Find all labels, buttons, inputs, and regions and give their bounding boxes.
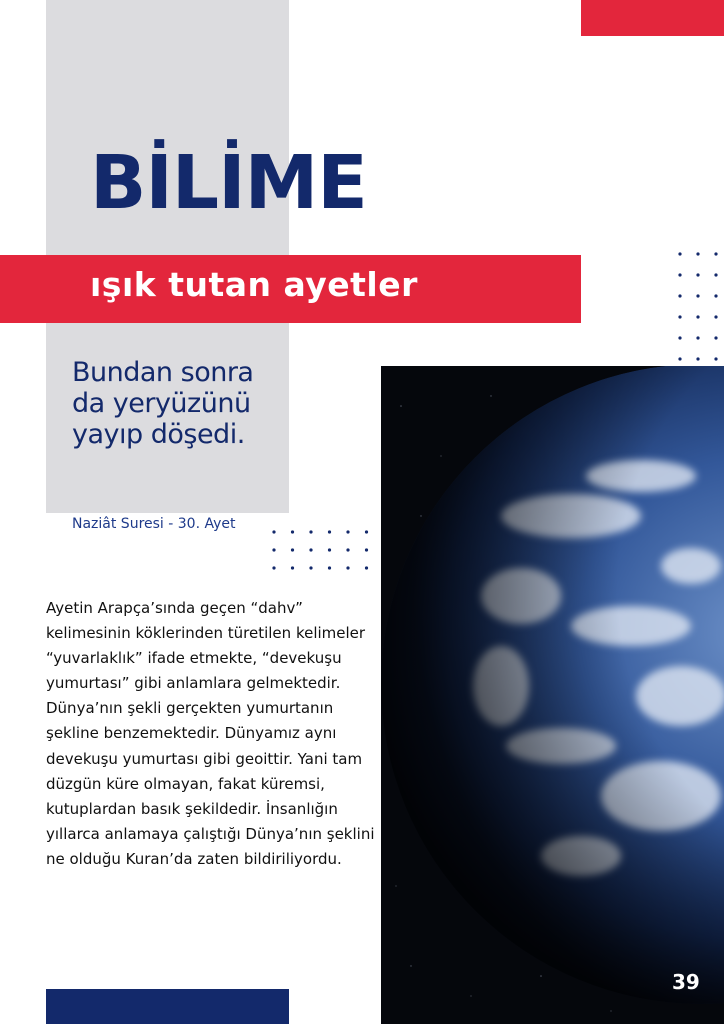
decoration-dot — [696, 357, 699, 360]
decoration-dot — [696, 336, 699, 339]
top-red-accent-bar — [581, 0, 724, 36]
page-title: BİLİME — [90, 140, 367, 226]
decoration-dot — [678, 336, 681, 339]
decoration-dot — [309, 530, 312, 533]
decoration-dot — [696, 273, 699, 276]
page-subtitle: ışık tutan ayetler — [90, 265, 418, 304]
decoration-dot — [714, 357, 717, 360]
decoration-dot — [678, 294, 681, 297]
decoration-dot — [328, 548, 331, 551]
decoration-dot — [714, 294, 717, 297]
decoration-dot — [714, 252, 717, 255]
bottom-blue-accent-bar — [46, 989, 289, 1024]
verse-quote: Bundan sonra da yeryüzünü yayıp döşedi. — [72, 357, 254, 450]
decoration-dot — [346, 566, 349, 569]
decoration-dot — [678, 273, 681, 276]
decoration-dot — [678, 252, 681, 255]
decoration-dot — [678, 357, 681, 360]
decoration-dot — [696, 315, 699, 318]
decoration-dot — [365, 548, 368, 551]
decoration-dot — [696, 252, 699, 255]
decoration-dot — [272, 566, 275, 569]
decoration-dot — [309, 566, 312, 569]
decoration-dot — [714, 273, 717, 276]
decoration-dot — [714, 336, 717, 339]
page-number: 39 — [672, 970, 700, 994]
decoration-dot — [272, 530, 275, 533]
decoration-dot — [346, 530, 349, 533]
decoration-dot — [346, 548, 349, 551]
decoration-dot — [365, 566, 368, 569]
decoration-dot — [696, 294, 699, 297]
decoration-dot — [365, 530, 368, 533]
earth-image — [381, 366, 724, 1024]
decoration-dot — [328, 566, 331, 569]
decoration-dot — [291, 566, 294, 569]
decoration-dot — [309, 548, 312, 551]
decoration-dot — [272, 548, 275, 551]
decoration-dot — [714, 315, 717, 318]
decoration-dot — [328, 530, 331, 533]
decoration-dot — [291, 548, 294, 551]
verse-source: Naziât Suresi - 30. Ayet — [72, 516, 236, 532]
decoration-dot — [291, 530, 294, 533]
body-paragraph: Ayetin Arapça’sında geçen “dahv” kelimesinin köklerinden türetilen kelimeler “yuvarlaklık” ifade etmekte, “devekuşu yumurtası” gibi anlamlara gelmektedir. Dünya’nın şekli gerçekten yumurtanın şekline benzemektedir. Dünyamız aynı devekuşu yumurtası gibi geoittir. Yani tam düzgün küre olmayan, fakat küremsi, kutuplardan basık şekildedir. İnsanlığın yıllarca anlamaya çalıştığı Dünya’nın şeklini ne olduğu Kuran’da zaten bildiriliyordu. — [46, 599, 375, 868]
decoration-dot — [678, 315, 681, 318]
